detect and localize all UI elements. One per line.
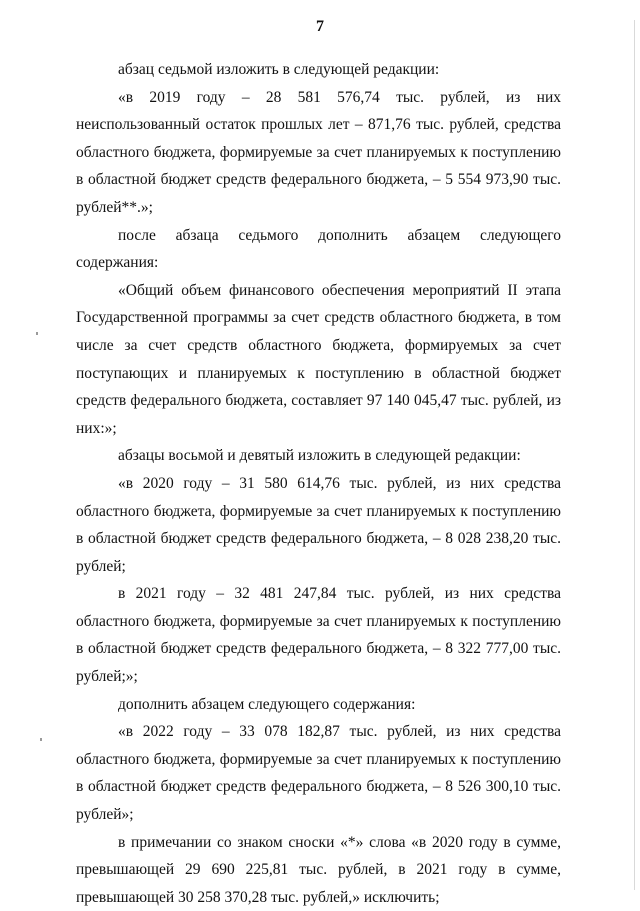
scan-speck — [40, 738, 42, 741]
paragraph-instruction-1: абзац седьмой изложить в следующей редакции: — [118, 61, 440, 78]
page-number: 7 — [316, 18, 324, 35]
paragraph-instruction-2: после абзаца седьмого дополнить абзацем следующего содержания: — [76, 226, 561, 272]
paragraph-2019: «в 2019 году – 28 581 576,74 тыс. рублей, из них неиспользованный остаток прошлых лет – 871,76 тыс. рублей, средства областного бюджета, формируемые за счет планируемых к поступлению в областной бюджет средств федерального бюджета, – 5 554 973,90 тыс. рублей**.»; — [76, 88, 561, 216]
paragraph-instruction-3: абзацы восьмой и девятый изложить в следующей редакции: — [118, 447, 521, 465]
paragraph-instruction-4: дополнить абзацем следующего содержания: — [118, 695, 416, 713]
scan-speck — [36, 332, 38, 335]
paragraph-2022: «в 2022 году – 33 078 182,87 тыс. рублей, из них средства областного бюджета, формируемые за счет планируемых к поступлению в областной бюджет средств федерального бюджета, – 8 526 300,10 тыс. рублей»; — [76, 723, 561, 824]
paragraph-2021: в 2021 году – 32 481 247,84 тыс. рублей, из них средства областного бюджета, формируемые за счет планируемых к поступлению в областной бюджет средств федерального бюджета, – 8 322 777,00 тыс. рублей;»; — [76, 585, 561, 686]
paragraph-total-funding: «Общий объем финансового обеспечения мероприятий II этапа Государственной программы за счет средств областного бюджета, в том числе за счет средств областного бюджета, формируемых за счет поступающих и планируемых к поступлению в областной бюджет средств федерального бюджета, составляет 97 140 045,47 тыс. рублей, из них:»; — [76, 281, 561, 437]
paragraph-2020: «в 2020 году – 31 580 614,76 тыс. рублей, из них средства областного бюджета, формируемые за счет планируемых к поступлению в областной бюджет средств федерального бюджета, – 8 028 238,20 тыс. рублей; — [76, 474, 561, 575]
document-body — [76, 56, 561, 911]
paragraph-footnote-note: в примечании со знаком сноски «*» слова «в 2020 году в сумме, превышающей 29 690 225,81 тыс. рублей, в 2021 году в сумме, превышающей 30 258 370,28 тыс. рублей,» исключить; — [76, 833, 561, 906]
scan-edge-line — [634, 20, 635, 890]
